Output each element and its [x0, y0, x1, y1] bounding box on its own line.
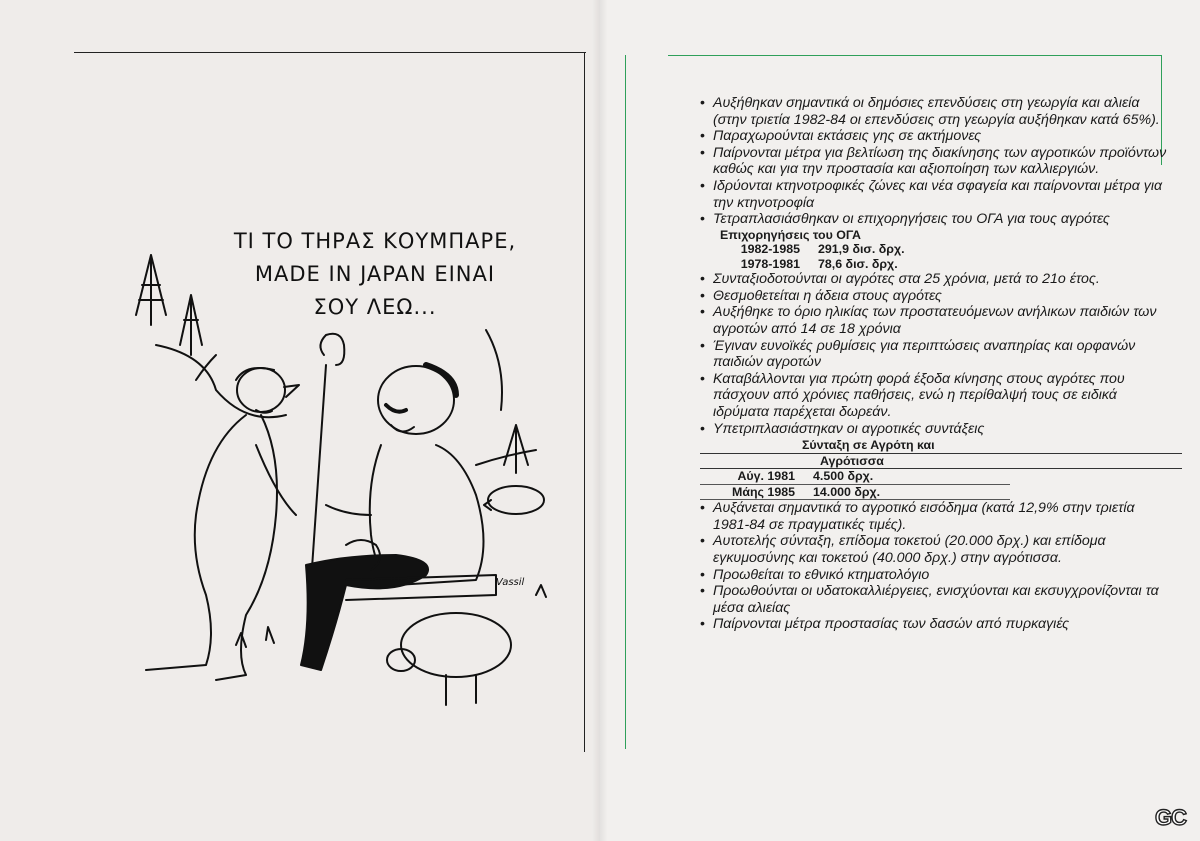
table-row	[700, 485, 1010, 501]
bullet-icon: •	[700, 500, 705, 517]
table-cell-amount: 14.000 δρχ.	[813, 484, 881, 499]
bullet-icon: •	[700, 211, 705, 228]
list-item: • Θεσμοθετείται η άδεια στους αγρότες	[700, 287, 942, 304]
bullet-icon: •	[700, 566, 705, 583]
bullet-icon: •	[700, 616, 705, 633]
bullet-icon: •	[700, 370, 705, 387]
page-gutter	[592, 0, 608, 841]
cartoon-signature: Vassil	[496, 577, 525, 588]
green-top-rule	[668, 55, 1162, 56]
watermark-logo: GC	[1155, 805, 1186, 830]
list-item: • Τετραπλασιάσθηκαν οι επιχορηγήσεις του ΟΓΑ για τους αγρότες	[700, 211, 1110, 228]
list-item: • Προωθούνται οι υδατοκαλλιέργειες, ενισχύονται και εκσυγχρονίζονται τα μέσα αλιείας	[700, 583, 1159, 616]
bullet-icon: •	[700, 420, 705, 437]
list-item: • Ιδρύονται κτηνοτροφικές ζώνες και νέα σφαγεία και παίρνονται μέτρα για την κτηνοτροφία	[700, 177, 1163, 211]
bullet-icon: •	[700, 177, 705, 194]
list-item: • Παίρνονται μέτρα προστασίας των δασών από πυρκαγιές	[700, 616, 1070, 633]
table-cell-amount: 291,9 δισ. δρχ.	[818, 242, 905, 257]
achievements-list	[700, 95, 1170, 633]
bullet-icon: •	[700, 144, 705, 161]
cartoon-caption	[205, 225, 545, 324]
bullet-icon: •	[700, 304, 705, 321]
top-rule-left	[74, 52, 586, 53]
table-row	[700, 469, 1010, 485]
pension-table-title-2: Αγρότισσα	[700, 454, 1182, 470]
bullet-icon: •	[700, 583, 705, 600]
bullet-icon: •	[700, 128, 705, 145]
pension-table	[700, 437, 1170, 500]
pension-table-title: Σύνταξη σε Αγρότη και	[700, 437, 1182, 454]
table-cell-period: 1982-1985	[740, 242, 800, 257]
list-item: • Παραχωρούνται εκτάσεις γης σε ακτήμονες	[700, 128, 982, 145]
caption-line: ΤΙ ΤΟ ΤΗΡΑΣ ΚΟΥΜΠΑΡΕ,	[233, 229, 517, 253]
bullet-icon: •	[700, 337, 705, 354]
oga-subsidy-table	[700, 228, 1170, 272]
bullet-icon: •	[700, 533, 705, 550]
table-cell-period: 1978-1981	[740, 256, 800, 271]
table-row	[700, 257, 1170, 272]
list-item: • Έγιναν ευνοϊκές ρυθμίσεις για περιπτώσεις αναπηρίας και ορφανών παιδιών αγροτών	[700, 337, 1136, 371]
list-item: • Αυξάνεται σημαντικά το αγροτικό εισόδημα (κατά 12,9% στην τριετία 1981-84 σε πραγματικές τιμές).	[700, 500, 1135, 533]
table-cell-period: Αύγ. 1981	[737, 469, 795, 484]
list-item: • Καταβάλλονται για πρώτη φορά έξοδα κίνησης στους αγρότες που πάσχουν από χρόνιες παθήσεις, ενώ η περίθαλψή τους σε ειδικά ιδρύματα παρέχεται δωρεάν.	[700, 370, 1125, 420]
list-item: • Αυξήθηκαν σημαντικά οι δημόσιες επενδύσεις στη γεωργία και αλιεία (στην τριετία 1982-84 οι επενδύσεις στη γεωργία αυξήθηκαν κατά 65%).	[700, 95, 1160, 128]
table-cell-amount: 4.500 δρχ.	[813, 469, 874, 484]
green-vertical-rule	[625, 55, 626, 749]
list-item: • Υπετριπλασιάστηκαν οι αγροτικές συντάξεις	[700, 420, 985, 437]
table-cell-period: Μάης 1985	[732, 484, 795, 499]
list-item: • Προωθείται το εθνικό κτηματολόγιο	[700, 566, 930, 583]
list-item: • Παίρνονται μέτρα για βελτίωση της διακίνησης των αγροτικών προϊόντων καθώς και για την προστασία και αξιοποίηση των καλλιεργιών.	[700, 144, 1167, 178]
bullet-icon: •	[700, 271, 705, 288]
caption-line: MADE IN JAPAN ΕΙΝΑΙ	[254, 262, 496, 286]
table-cell-amount: 78,6 δισ. δρχ.	[818, 256, 898, 271]
oga-table-title: Επιχορηγήσεις του ΟΓΑ	[720, 227, 861, 242]
bullet-icon: •	[700, 287, 705, 304]
bullet-icon: •	[700, 95, 705, 111]
table-row	[700, 242, 1170, 257]
list-item: • Συνταξιοδοτούνται οι αγρότες στα 25 χρόνια, μετά το 21ο έτος.	[700, 271, 1100, 288]
list-item: • Αυξήθηκε το όριο ηλικίας των προστατευόμενων ανήλικων παιδιών των αγροτών από 14 σε 18 χρόνια	[700, 304, 1157, 338]
vertical-rule-left	[584, 52, 585, 752]
list-item: • Αυτοτελής σύνταξη, επίδομα τοκετού (20.000 δρχ.) και επίδομα εγκυμοσύνης και τοκετού (40.000 δρχ.) στην αγρότισσα.	[700, 533, 1106, 566]
caption-line: ΣΟΥ ΛΕΩ...	[313, 295, 437, 319]
